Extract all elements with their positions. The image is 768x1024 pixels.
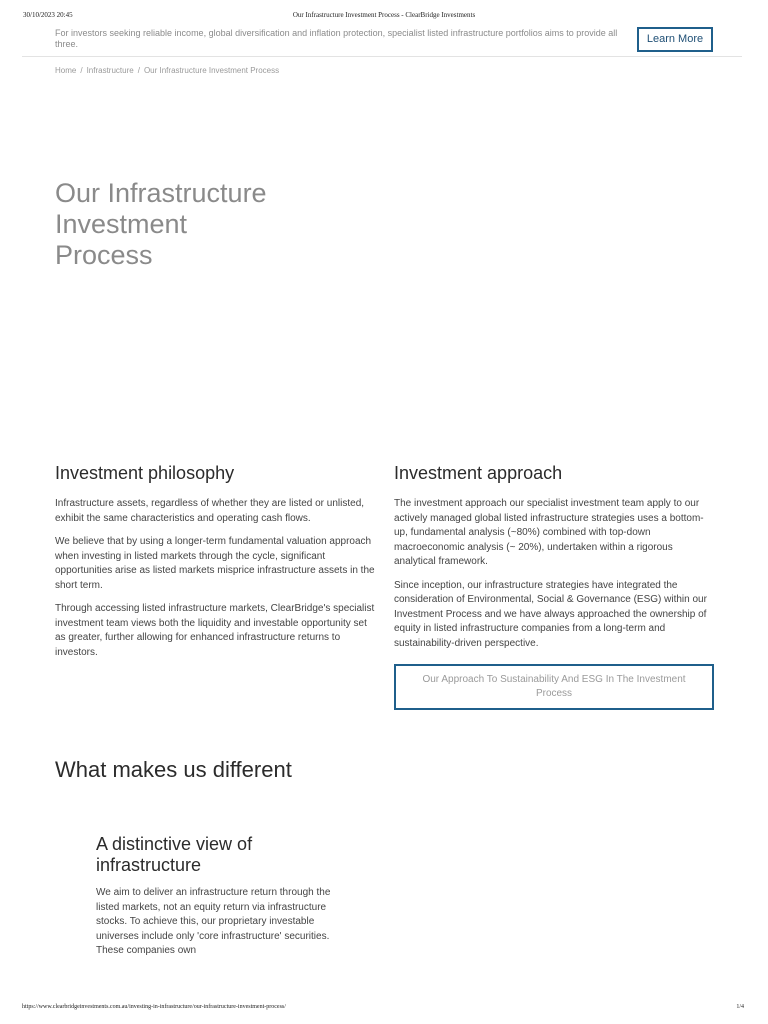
esg-approach-button[interactable]: Our Approach To Sustainability And ESG In The Investment Process (394, 664, 714, 710)
philosophy-paragraph: Infrastructure assets, regardless of whether they are listed or unlisted, exhibit the same characteristics and operating cash flows. (55, 498, 365, 524)
card-title (96, 834, 346, 876)
page-title (55, 178, 295, 271)
approach-paragraph: Since inception, our infrastructure strategies have integrated the consideration of Environmental, Social & Governance (ESG) within our Investment Process and we have always approached the ownership of equity in listed infrastructure companies from a long-term and sustainability-driven perspective. (394, 579, 707, 649)
breadcrumb-current[interactable]: Our Infrastructure Investment Process (143, 66, 280, 75)
card-title-line: infrastructure (96, 855, 202, 875)
banner-text: For investors seeking reliable income, global diversification and inflation protection, specialist listed infrastructure portfolios aims to provide all three. (55, 28, 618, 49)
banner-divider (22, 56, 742, 57)
breadcrumb-separator: / (80, 66, 83, 75)
what-makes-us-different-heading: What makes us different (55, 757, 292, 782)
breadcrumb-infrastructure[interactable]: Infrastructure (86, 66, 134, 75)
distinctive-view-card (96, 834, 346, 962)
investment-approach-section (394, 462, 714, 710)
page-title-line: Investment (55, 209, 188, 239)
print-datetime: 30/10/2023 20:45 (23, 11, 73, 19)
philosophy-paragraph: Through accessing listed infrastructure markets, ClearBridge's specialist investment team views both the liquidity and investable opportunity set as greater, further allowing for enhanced infrastructure returns to investors. (55, 603, 375, 658)
page-title-line: Process (55, 240, 153, 270)
print-header (0, 11, 768, 21)
print-url: https://www.clearbridgeinvestments.com.au/investing-in-infrastructure/our-infrastructure-investment-process/ (22, 1004, 286, 1010)
breadcrumb-separator: / (137, 66, 140, 75)
investment-philosophy-section (55, 462, 375, 669)
philosophy-paragraph: We believe that by using a longer-term fundamental valuation approach when investing in listed markets through the cycle, significant opportunities arise as listed markets misprice infrastructure assets in the short term. (55, 536, 375, 591)
learn-more-button[interactable]: Learn More (637, 27, 713, 52)
print-page-number: 1/4 (736, 1004, 744, 1010)
print-footer (0, 1004, 768, 1014)
print-page-title: Our Infrastructure Investment Process - ClearBridge Investments (292, 11, 476, 19)
card-text: We aim to deliver an infrastructure return through the listed markets, not an equity return via infrastructure stocks. To achieve this, our proprietary investable universes include only 'core infrastructure' securities. These companies own (96, 887, 331, 956)
page-title-line: Our Infrastructure (55, 178, 267, 208)
promo-banner (0, 26, 768, 56)
philosophy-heading: Investment philosophy (55, 463, 235, 483)
breadcrumb-home[interactable]: Home (55, 66, 77, 75)
approach-paragraph: The investment approach our specialist investment team apply to our actively managed global listed infrastructure strategies uses a bottom-up, fundamental analysis (~80%) combined with top-down macroeconomic analysis (~ 20%), undertaken within a rigorous analytical framework. (394, 498, 704, 567)
breadcrumb (55, 66, 279, 75)
approach-heading: Investment approach (394, 463, 563, 483)
card-title-line: A distinctive view of (96, 834, 253, 854)
